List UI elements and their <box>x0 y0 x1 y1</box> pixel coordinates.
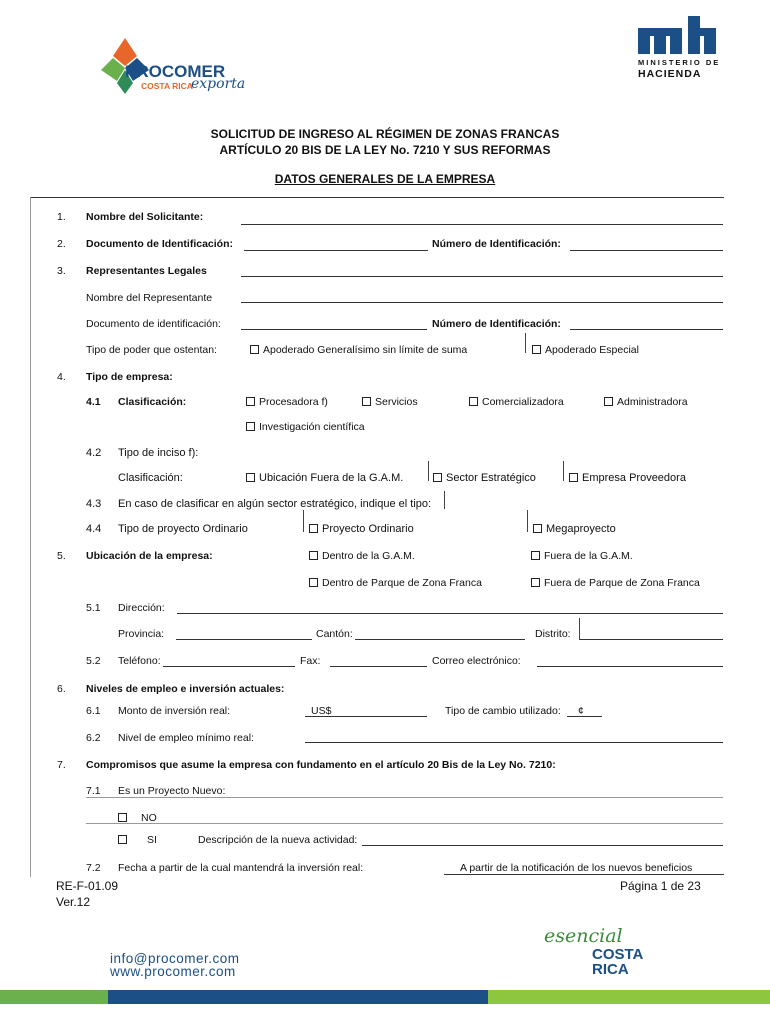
procomer-sub-exporta: exporta <box>191 76 246 92</box>
divider <box>303 510 304 532</box>
item-7-2-number: 7.2 <box>86 862 101 874</box>
checkbox[interactable] <box>569 473 578 482</box>
solicitante-label: Nombre del Solicitante: <box>86 211 204 223</box>
telefono-field[interactable] <box>163 666 295 667</box>
email-field[interactable] <box>537 666 723 667</box>
item-2-number: 2. <box>57 238 66 250</box>
opt-ubicacion-fuera[interactable]: Ubicación Fuera de la G.A.M. <box>246 472 403 484</box>
divider <box>527 510 528 532</box>
checkbox[interactable] <box>309 578 318 587</box>
opt-dentro-gam[interactable]: Dentro de la G.A.M. <box>309 550 415 562</box>
checkbox[interactable] <box>246 473 255 482</box>
monto-inversion-field[interactable] <box>305 716 427 717</box>
doc-title-2: ARTÍCULO 20 BIS DE LA LEY No. 7210 Y SUS REFORMAS <box>219 143 551 157</box>
proyecto-nuevo-label: Es un Proyecto Nuevo: <box>118 785 226 797</box>
nivel-empleo-field[interactable] <box>305 742 723 743</box>
clasificacion-f-label: Clasificación: <box>118 472 183 484</box>
procomer-name: PROCOMER <box>125 62 226 81</box>
distrito-label: Distrito: <box>535 628 571 640</box>
opt-investigacion[interactable]: Investigación científica <box>246 421 365 433</box>
clasificacion-label: Clasificación: <box>118 396 187 408</box>
checkbox[interactable] <box>246 397 255 406</box>
opt-sector-estrategico[interactable]: Sector Estratégico <box>433 472 536 484</box>
section-title: DATOS GENERALES DE LA EMPRESA <box>274 172 496 186</box>
form-code: RE-F-01.09 <box>56 879 119 893</box>
doc-rep-field[interactable] <box>241 329 427 330</box>
esencial-costa: COSTA <box>592 946 644 963</box>
nombre-representante-field[interactable] <box>241 302 723 303</box>
numero-id-label: Número de Identificación: <box>432 238 561 250</box>
footer-email: info@procomer.com <box>110 951 240 966</box>
fax-label: Fax: <box>300 655 321 667</box>
tipo-cambio-label: Tipo de cambio utilizado: <box>445 705 561 717</box>
opt-si[interactable]: SI <box>118 834 157 846</box>
fax-field[interactable] <box>330 666 427 667</box>
item-4-1-number: 4.1 <box>86 396 101 408</box>
representantes-field[interactable] <box>241 276 723 277</box>
sector-tipo-label: En caso de clasificar en algún sector estratégico, indique el tipo: <box>118 498 432 510</box>
monto-inversion-label: Monto de inversión real: <box>118 705 231 717</box>
numero-id-field[interactable] <box>570 250 723 251</box>
ubicacion-label: Ubicación de la empresa: <box>86 550 213 562</box>
nombre-representante-label: Nombre del Representante <box>86 292 213 304</box>
checkbox[interactable] <box>250 345 259 354</box>
num-rep-label: Número de Identificación: <box>432 318 561 330</box>
opt-servicios[interactable]: Servicios <box>362 396 418 408</box>
page-number: Página 1 de 23 <box>620 879 701 893</box>
item-6-1-number: 6.1 <box>86 705 101 717</box>
divider <box>579 618 580 640</box>
item-5-2-number: 5.2 <box>86 655 101 667</box>
opt-administradora[interactable]: Administradora <box>604 396 688 408</box>
compromisos-label: Compromisos que asume la empresa con fundamento en el artículo 20 Bis de la Ley No. 7210: <box>86 759 556 771</box>
item-7-1-number: 7.1 <box>86 785 101 797</box>
checkbox[interactable] <box>531 551 540 560</box>
footer-web: www.procomer.com <box>110 964 236 979</box>
checkbox[interactable] <box>604 397 613 406</box>
esencial-text: esencial <box>544 925 623 947</box>
item-7-number: 7. <box>57 759 66 771</box>
esencial-costa-rica-logo <box>540 925 680 985</box>
checkbox[interactable] <box>309 524 318 533</box>
divider <box>428 461 429 481</box>
fecha-label: Fecha a partir de la cual mantendrá la inversión real: <box>118 862 364 874</box>
num-rep-field[interactable] <box>570 329 723 330</box>
solicitante-field[interactable] <box>241 224 723 225</box>
footer-bar-green-right <box>488 990 770 1004</box>
item-4-number: 4. <box>57 371 66 383</box>
checkbox[interactable] <box>469 397 478 406</box>
item-5-1-number: 5.1 <box>86 602 101 614</box>
item-4-2-number: 4.2 <box>86 447 102 459</box>
footer-bar-green-left <box>0 990 108 1004</box>
footer-bar-blue <box>108 990 488 1004</box>
fecha-field[interactable] <box>444 874 724 875</box>
item-6-2-number: 6.2 <box>86 732 101 744</box>
opt-procesadora[interactable]: Procesadora f) <box>246 396 328 408</box>
checkbox[interactable] <box>362 397 371 406</box>
tipo-cambio-field[interactable] <box>567 716 602 717</box>
canton-field[interactable] <box>355 639 525 640</box>
opt-empresa-proveedora[interactable]: Empresa Proveedora <box>569 472 686 484</box>
doc-rep-label: Documento de identificación: <box>86 318 221 330</box>
nivel-empleo-label: Nivel de empleo mínimo real: <box>118 732 254 744</box>
colon-label: ¢ <box>578 705 584 717</box>
documento-field[interactable] <box>244 250 428 251</box>
divider <box>525 333 526 353</box>
form-version: Ver.12 <box>56 895 91 909</box>
top-rule <box>30 197 724 198</box>
opt-comercializadora[interactable]: Comercializadora <box>469 396 564 408</box>
mh-line2: HACIENDA <box>638 68 702 80</box>
left-frame <box>30 197 31 877</box>
checkbox[interactable] <box>118 813 127 822</box>
distrito-field[interactable] <box>580 639 723 640</box>
doc-title-1: SOLICITUD DE INGRESO AL RÉGIMEN DE ZONAS FRANCAS <box>210 127 560 141</box>
opt-no[interactable]: NO <box>118 812 157 824</box>
checkbox[interactable] <box>433 473 442 482</box>
checkbox[interactable] <box>118 835 127 844</box>
opt-fuera-parque[interactable]: Fuera de Parque de Zona Franca <box>531 577 700 589</box>
opt-especial[interactable]: Apoderado Especial <box>532 344 639 356</box>
descripcion-field[interactable] <box>362 845 723 846</box>
tipo-poder-label: Tipo de poder que ostentan: <box>86 344 217 356</box>
procomer-logo <box>95 36 265 98</box>
opt-generalisimo[interactable]: Apoderado Generalísimo sin límite de suma <box>250 344 467 356</box>
descripcion-label: Descripción de la nueva actividad: <box>198 834 358 846</box>
direccion-label: Dirección: <box>118 602 165 614</box>
ministerio-hacienda-logo <box>638 16 721 80</box>
email-label: Correo electrónico: <box>432 655 521 667</box>
niveles-label: Niveles de empleo e inversión actuales: <box>86 683 285 695</box>
documento-label: Documento de Identificación: <box>86 238 234 250</box>
checkbox[interactable] <box>532 345 541 354</box>
tipo-empresa-label: Tipo de empresa: <box>86 371 173 383</box>
checkbox[interactable] <box>531 578 540 587</box>
esencial-rica: RICA <box>592 961 629 978</box>
divider <box>444 491 445 509</box>
item-4-4-number: 4.4 <box>86 523 102 535</box>
checkbox[interactable] <box>309 551 318 560</box>
opt-proyecto-ordinario[interactable]: Proyecto Ordinario <box>309 523 414 535</box>
telefono-label: Teléfono: <box>118 655 161 667</box>
canton-label: Cantón: <box>316 628 353 640</box>
checkbox[interactable] <box>533 524 542 533</box>
direccion-field[interactable] <box>177 613 723 614</box>
provincia-label: Provincia: <box>118 628 165 640</box>
item-1-number: 1. <box>57 211 66 223</box>
item-3-number: 3. <box>57 265 66 277</box>
divider <box>563 461 564 481</box>
provincia-field[interactable] <box>176 639 312 640</box>
representantes-label: Representantes Legales <box>86 265 207 277</box>
fecha-value: A partir de la notificación de los nuevos beneficios <box>460 862 693 874</box>
procomer-sub-costa-rica: COSTA RICA <box>141 81 193 91</box>
tipo-inciso-label: Tipo de inciso f): <box>118 447 199 459</box>
checkbox[interactable] <box>246 422 255 431</box>
opt-dentro-parque[interactable]: Dentro de Parque de Zona Franca <box>309 577 482 589</box>
mh-line1: MINISTERIO DE <box>638 58 721 67</box>
item-5-number: 5. <box>57 550 66 562</box>
mh-mark-icon <box>638 16 716 54</box>
item-4-3-number: 4.3 <box>86 498 102 510</box>
tipo-proyecto-label: Tipo de proyecto Ordinario <box>118 523 248 535</box>
usd-label: US$ <box>311 705 332 717</box>
opt-megaproyecto[interactable]: Megaproyecto <box>533 523 616 535</box>
row-rule <box>86 823 723 824</box>
row-rule <box>86 797 723 798</box>
item-6-number: 6. <box>57 683 66 695</box>
opt-fuera-gam[interactable]: Fuera de la G.A.M. <box>531 550 633 562</box>
